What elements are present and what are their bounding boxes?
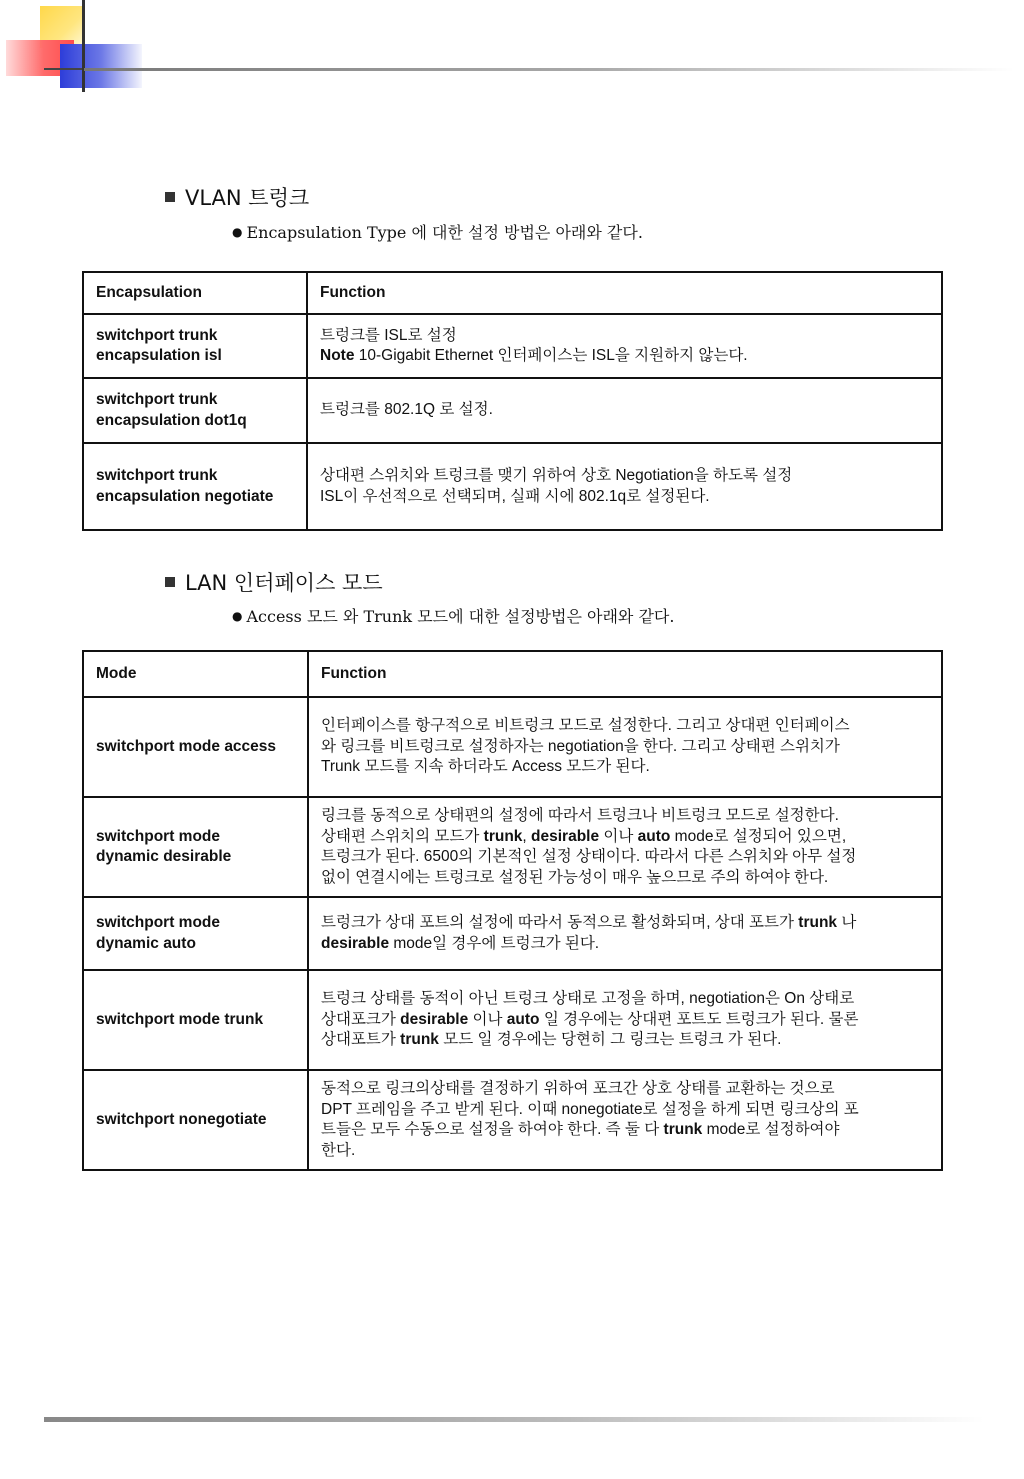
column-header: Function — [307, 272, 942, 314]
table-row — [83, 970, 942, 1070]
function-cell — [308, 797, 942, 897]
bold-term: desirable — [400, 1010, 469, 1028]
function-text: 모드 일 경우에는 당현히 그 링크는 트렁크 가 된다. — [438, 1031, 782, 1049]
command-cell: switchport mode trunk — [83, 970, 308, 1070]
column-header: Encapsulation — [83, 272, 307, 314]
command-cell: switchport mode access — [83, 697, 308, 797]
interface-mode-table — [82, 650, 943, 1171]
bold-term: auto — [637, 827, 671, 845]
function-text: 트렁크가 상대 포트의 설정에 따라서 동적으로 활성화되며, 상대 포트가 — [321, 914, 799, 931]
command-cell: switchport trunk encapsulation dot1q — [83, 378, 307, 443]
square-bullet-icon — [165, 577, 175, 587]
command-cell: switchport nonegotiate — [83, 1070, 308, 1170]
function-text: 링크를 동적으로 상태편의 설정에 따라서 트렁크나 비트렁크 모드로 설정한다. 상태편 스위치의 모드가 — [321, 807, 839, 845]
function-cell: 인터페이스를 항구적으로 비트렁크 모드로 설정한다. 그리고 상대편 인터페이스 와 링크를 비트렁크로 설정하자는 negotiation을 한다. 그리고 상태편 스위치가 Trunk 모드를 지속 하더라도 Access 모드가 된다. — [308, 697, 942, 797]
function-text: 이나 — [599, 827, 638, 845]
heading-text: LAN 인터페이스 모드 — [185, 571, 383, 595]
function-cell — [308, 970, 942, 1070]
square-bullet-icon — [165, 192, 175, 202]
intro-text: Access 모드 와 Trunk 모드에 대한 설정방법은 아래와 같다. — [246, 607, 675, 626]
round-bullet-icon: ● — [232, 225, 243, 239]
heading-text: VLAN 트렁크 — [185, 186, 310, 210]
table-header-row — [83, 272, 942, 314]
table-row — [83, 443, 942, 530]
bold-term: auto — [506, 1010, 540, 1028]
bold-term: trunk — [663, 1121, 703, 1138]
bold-term: trunk — [400, 1031, 439, 1049]
note-text: 10-Gigabit Ethernet 인터페이스는 ISL을 지원하지 않는다. — [354, 347, 748, 364]
bold-term: desirable — [321, 934, 390, 952]
section-intro — [232, 604, 674, 627]
bold-term: trunk — [798, 914, 838, 931]
encapsulation-table — [82, 271, 943, 531]
function-cell: 상대편 스위치와 트렁크를 맺기 위하여 상호 Negotiation을 하도록 설정 ISL이 우선적으로 선택되며, 실패 시에 802.1q로 설정된다. — [307, 443, 942, 530]
note-label: Note — [320, 347, 355, 364]
bottom-divider — [44, 1417, 984, 1422]
top-divider — [84, 68, 1014, 71]
table-row — [83, 378, 942, 443]
section-heading-vlan-trunk — [165, 182, 309, 212]
logo-vertical-line — [82, 0, 85, 92]
function-text: 이나 — [468, 1010, 507, 1028]
command-cell: switchport trunk encapsulation isl — [83, 314, 307, 378]
function-text: mode로 설정하여야 한다. — [321, 1121, 840, 1159]
command-cell: switchport mode dynamic desirable — [83, 797, 308, 897]
table-row — [83, 314, 942, 378]
function-text: 동적으로 링크의상태를 결정하기 위하여 포크간 상호 상태를 교환하는 것으로 DPT 프레임을 주고 받게 된다. 이때 nonegotiate로 설정을 하게 되면 링크상의 포 트들은 모두 수동으로 설정을 하여야 한다. 즉 둘 다 — [321, 1080, 859, 1138]
table-row — [83, 697, 942, 797]
function-cell — [307, 314, 942, 378]
column-header: Function — [308, 651, 942, 697]
function-text: 나 — [841, 914, 857, 931]
function-text: , — [522, 827, 532, 845]
logo-blue-square — [60, 44, 142, 88]
round-bullet-icon: ● — [232, 609, 243, 623]
bold-term: desirable — [531, 827, 600, 845]
bold-term: trunk — [483, 827, 523, 845]
section-intro — [232, 220, 643, 243]
table-row — [83, 897, 942, 970]
function-text: 트렁크 상태를 동적이 아닌 트렁크 상태로 고정을 하며, negotiation은 On 상태로 상대포크가 — [321, 990, 855, 1028]
column-header: Mode — [83, 651, 308, 697]
function-line: 트렁크를 ISL로 설정 — [320, 326, 457, 344]
section-heading-lan-interface-mode — [165, 567, 383, 597]
function-text: 일 경우에는 상대편 포트도 트렁크가 된다. 물론 상대포트가 — [321, 1010, 859, 1049]
function-cell — [308, 1070, 942, 1170]
function-text: mode일 경우에 트렁크가 된다. — [389, 934, 600, 952]
logo — [0, 0, 160, 100]
table-row — [83, 797, 942, 897]
command-cell: switchport mode dynamic auto — [83, 897, 308, 970]
table-row — [83, 1070, 942, 1170]
table-header-row — [83, 651, 942, 697]
function-cell — [308, 897, 942, 970]
function-text: mode로 설정되어 있으면, 트렁크가 된다. 6500의 기본적인 설정 상태이다. 따라서 다른 스위치와 아무 설정 없이 연결시에는 트렁크로 설정된 가능성이 매우 높으므로 주의 하여야 한다. — [321, 827, 857, 886]
intro-text: Encapsulation Type 에 대한 설정 방법은 아래와 같다. — [246, 223, 643, 242]
command-cell: switchport trunk encapsulation negotiate — [83, 443, 307, 530]
function-cell: 트렁크를 802.1Q 로 설정. — [307, 378, 942, 443]
